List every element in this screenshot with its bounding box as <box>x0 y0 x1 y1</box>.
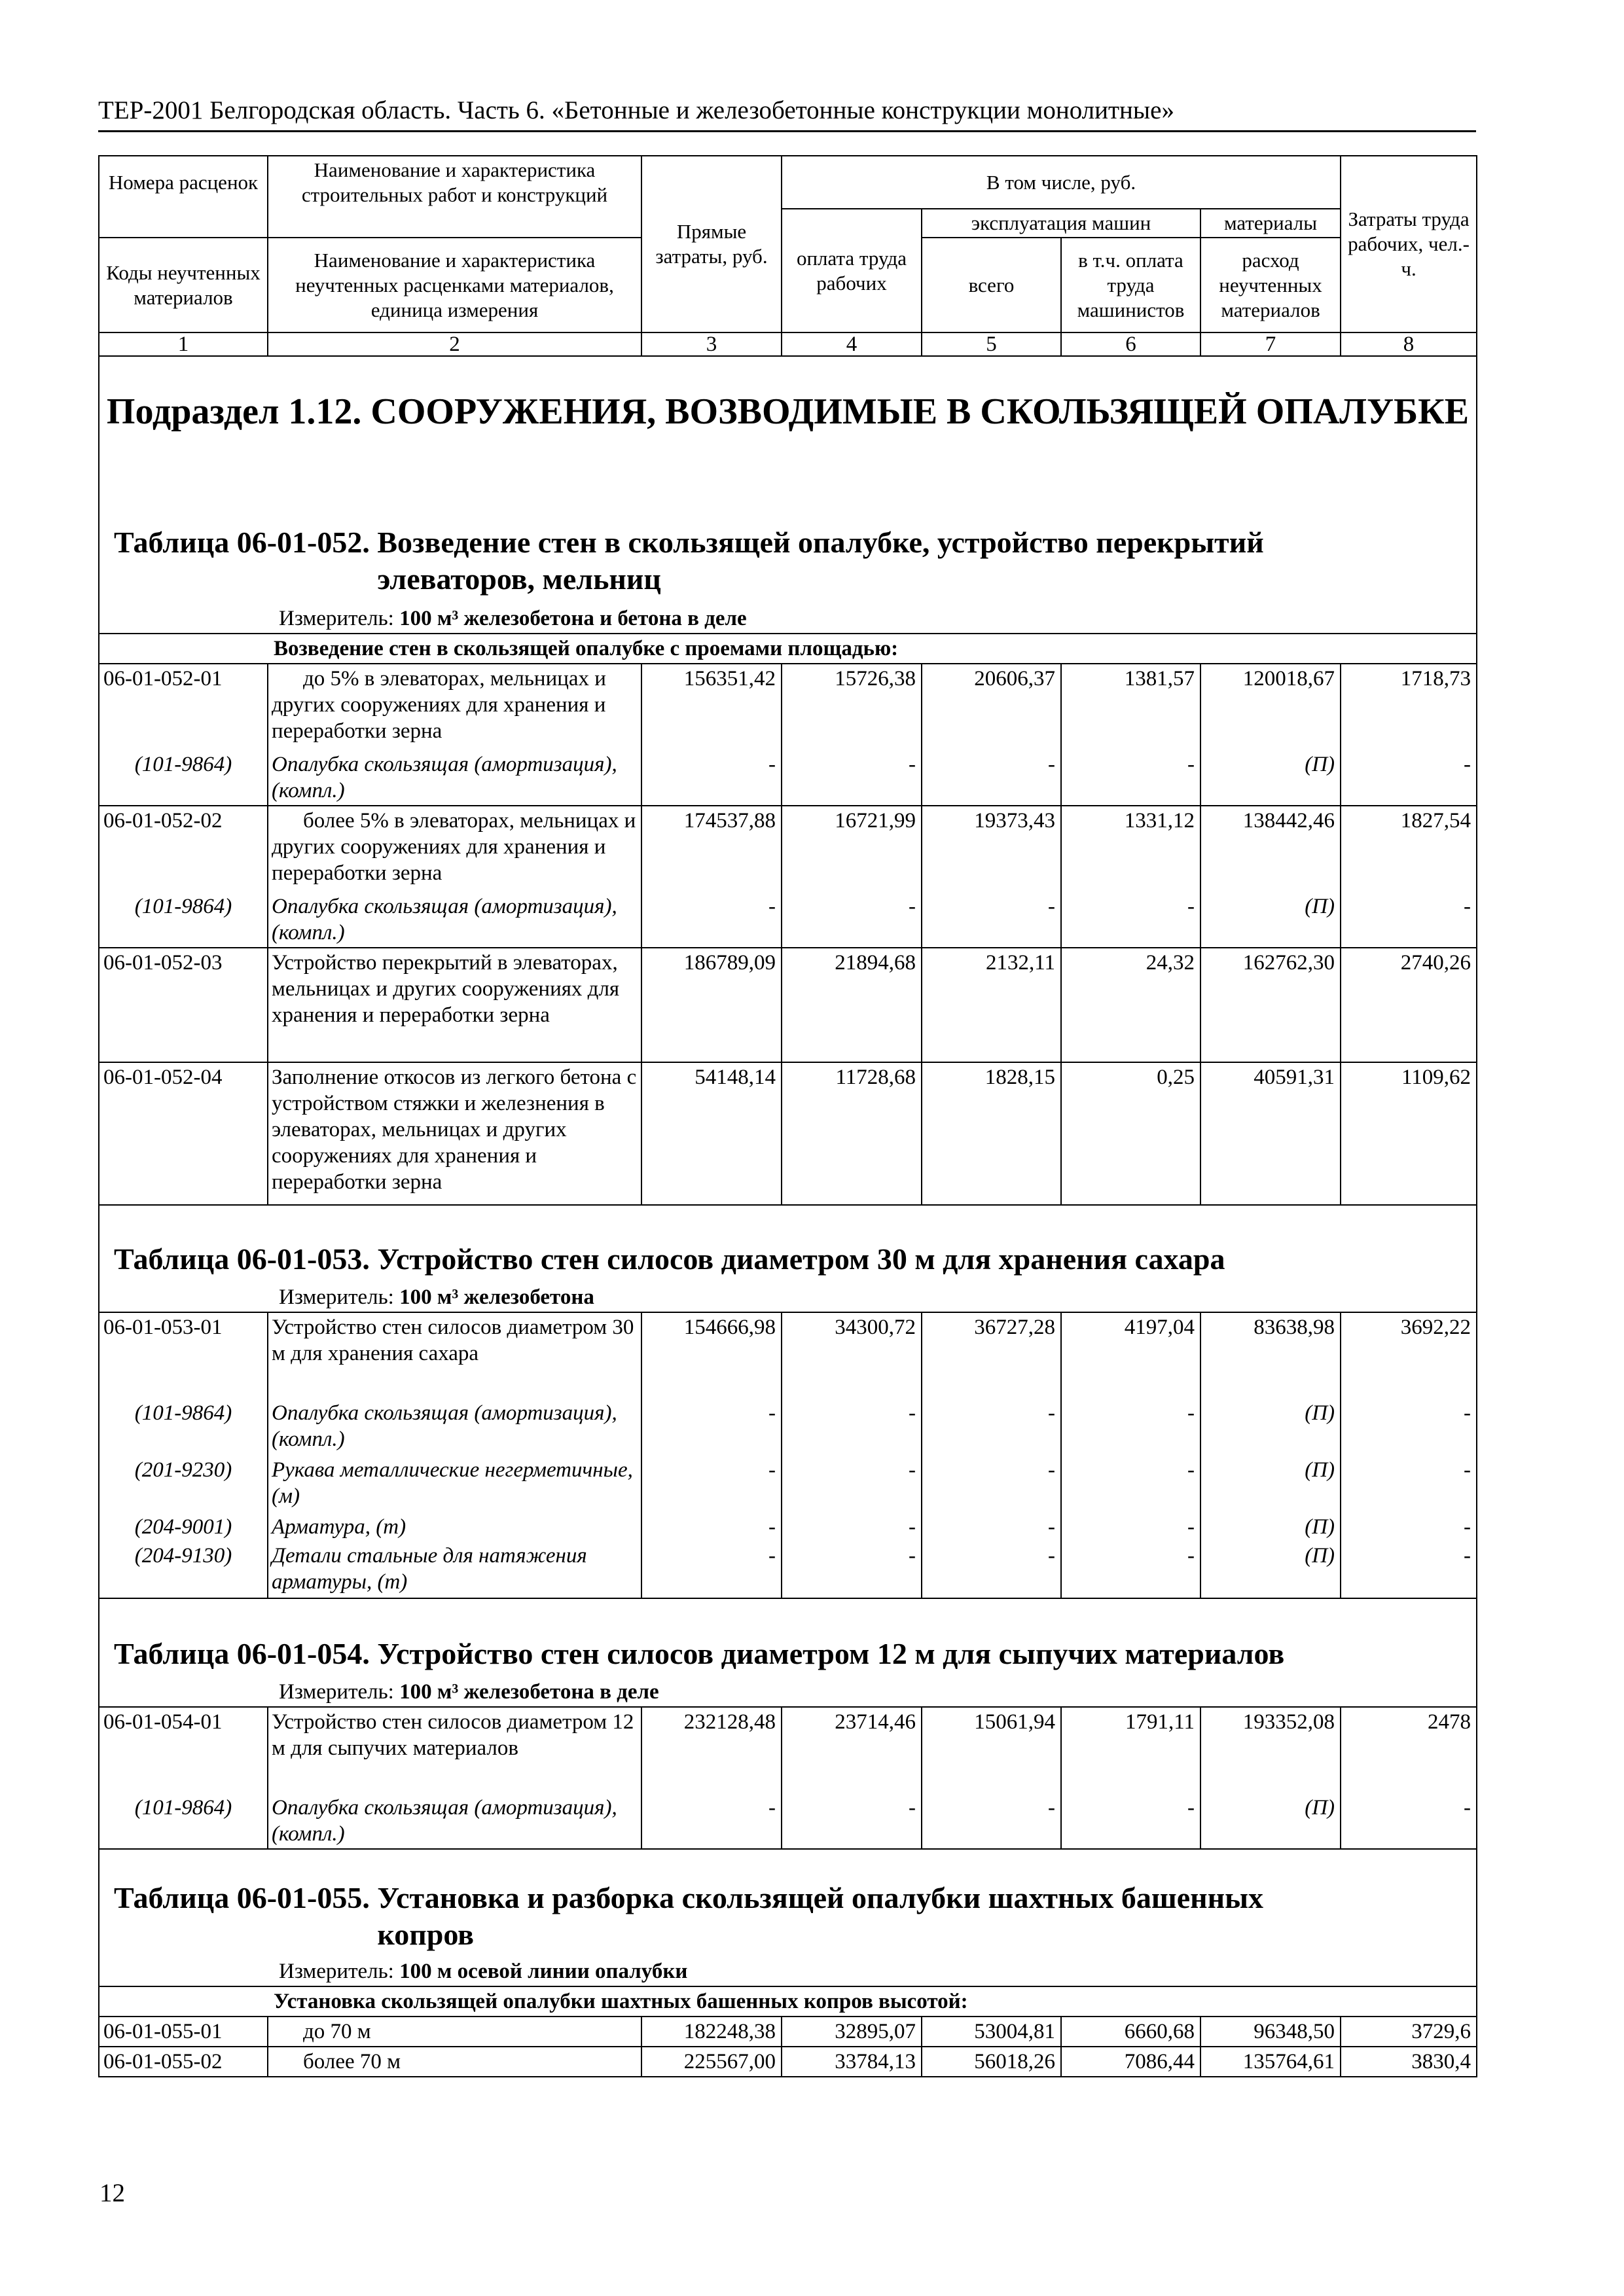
machines-total: - <box>922 1399 1061 1456</box>
material-name: Опалубка скользящая (амортизация), (компл.) <box>268 750 641 806</box>
table-label: Таблица 06-01-052. <box>114 526 370 559</box>
rate-name: до 5% в элеваторах, мельницах и других сооружениях для хранения и переработки зерна <box>268 664 641 750</box>
rate-code: 06-01-055-02 <box>99 2047 268 2077</box>
labor-hours: - <box>1341 1399 1477 1456</box>
direct-cost: - <box>641 1399 782 1456</box>
machines-total: 53004,81 <box>922 2017 1061 2047</box>
labor-hours: - <box>1341 1793 1477 1849</box>
material-name: Детали стальные для натяжения арматуры, (т) <box>268 1541 641 1598</box>
labor-hours: 1109,62 <box>1341 1062 1477 1205</box>
labor-pay: - <box>782 1541 922 1598</box>
rate-name: Заполнение откосов из легкого бетона с устройством стяжки и железнения в элеваторах, мельницах и других сооружениях для хранения и переработки зерна <box>268 1062 641 1205</box>
machinists-pay: - <box>1061 1456 1200 1513</box>
direct-cost: 182248,38 <box>641 2017 782 2047</box>
machines-total: - <box>922 1513 1061 1541</box>
table-name: Устройство стен силосов диаметром 30 м для хранения сахара <box>377 1242 1225 1276</box>
table-name: Возведение стен в скользящей опалубке, устройство перекрытий элеваторов, мельниц <box>377 526 1264 596</box>
machinists-pay: 7086,44 <box>1061 2047 1200 2077</box>
table-label: Таблица 06-01-053. <box>114 1242 370 1276</box>
table-measure: Измеритель: 100 м³ железобетона и бетона в деле <box>99 604 1477 634</box>
materials-cost: (П) <box>1200 1541 1341 1598</box>
section-title: Подраздел 1.12. СООРУЖЕНИЯ, ВОЗВОДИМЫЕ В СКОЛЬЗЯЩЕЙ ОПАЛУБКЕ <box>99 356 1477 523</box>
machinists-pay: - <box>1061 1513 1200 1541</box>
materials-cost: 138442,46 <box>1200 806 1341 892</box>
table-measure: Измеритель: 100 м осевой линии опалубки <box>99 1957 1477 1986</box>
labor-hours: - <box>1341 750 1477 806</box>
labor-hours: - <box>1341 1541 1477 1598</box>
materials-header: материалы <box>1200 209 1341 238</box>
col4-header: оплата труда рабочих <box>782 209 922 332</box>
machines-total: - <box>922 1456 1061 1513</box>
material-name: Опалубка скользящая (амортизация), (компл.) <box>268 892 641 948</box>
table-measure: Измеритель: 100 м³ железобетона <box>99 1283 1477 1312</box>
col3-header: Прямые затраты, руб. <box>641 156 782 332</box>
header-rule <box>98 130 1476 132</box>
material-name: Опалубка скользящая (амортизация), (компл.) <box>268 1793 641 1849</box>
col1-header-top: Номера расценок <box>99 156 268 209</box>
rates-table <box>98 155 1477 2077</box>
machinists-pay: - <box>1061 1541 1200 1598</box>
labor-pay: - <box>782 1399 922 1456</box>
labor-hours: 2478 <box>1341 1707 1477 1793</box>
materials-cost: 135764,61 <box>1200 2047 1341 2077</box>
machines-total: 20606,37 <box>922 664 1061 750</box>
direct-cost: 225567,00 <box>641 2047 782 2077</box>
direct-cost: 156351,42 <box>641 664 782 750</box>
rate-code: 06-01-052-02 <box>99 806 268 892</box>
table-subheader: Возведение стен в скользящей опалубке с проемами площадью: <box>268 634 1477 664</box>
material-code: (101-9864) <box>99 1399 268 1456</box>
direct-cost: - <box>641 892 782 948</box>
direct-cost: 154666,98 <box>641 1312 782 1399</box>
rate-code: 06-01-055-01 <box>99 2017 268 2047</box>
machinists-pay: 6660,68 <box>1061 2017 1200 2047</box>
machinists-pay: 4197,04 <box>1061 1312 1200 1399</box>
machinists-pay: - <box>1061 892 1200 948</box>
materials-cost: 120018,67 <box>1200 664 1341 750</box>
material-name: Рукава металлические негерметичные, (м) <box>268 1456 641 1513</box>
rate-name: более 5% в элеваторах, мельницах и других сооружениях для хранения и переработки зерна <box>268 806 641 892</box>
labor-pay: 16721,99 <box>782 806 922 892</box>
labor-hours: 3692,22 <box>1341 1312 1477 1399</box>
materials-cost: (П) <box>1200 750 1341 806</box>
machines-total: 2132,11 <box>922 948 1061 1062</box>
direct-cost: 186789,09 <box>641 948 782 1062</box>
direct-cost: - <box>641 750 782 806</box>
machines-total: 56018,26 <box>922 2047 1061 2077</box>
machinists-pay: 24,32 <box>1061 948 1200 1062</box>
machinists-pay: - <box>1061 1399 1200 1456</box>
col8-header: Затраты труда рабочих, чел.-ч. <box>1341 156 1477 332</box>
labor-pay: 21894,68 <box>782 948 922 1062</box>
labor-hours: 2740,26 <box>1341 948 1477 1062</box>
labor-pay: - <box>782 892 922 948</box>
machinists-pay: 1381,57 <box>1061 664 1200 750</box>
material-code: (201-9230) <box>99 1456 268 1513</box>
labor-hours: 1718,73 <box>1341 664 1477 750</box>
direct-cost: 54148,14 <box>641 1062 782 1205</box>
labor-pay: - <box>782 1456 922 1513</box>
machinists-pay: - <box>1061 1793 1200 1849</box>
col1-header-bottom: Коды неучтенных материалов <box>99 238 268 332</box>
direct-cost: - <box>641 1513 782 1541</box>
machines-total: 15061,94 <box>922 1707 1061 1793</box>
materials-cost: 40591,31 <box>1200 1062 1341 1205</box>
labor-pay: 34300,72 <box>782 1312 922 1399</box>
labor-hours: - <box>1341 1513 1477 1541</box>
labor-hours: 1827,54 <box>1341 806 1477 892</box>
material-code: (204-9130) <box>99 1541 268 1598</box>
machines-total: - <box>922 1793 1061 1849</box>
material-code: (204-9001) <box>99 1513 268 1541</box>
page-header-title: ТЕР-2001 Белгородская область. Часть 6. «Бетонные и железобетонные конструкции монолитные» <box>98 96 1174 124</box>
table-title <box>99 523 1477 604</box>
col6-header: в т.ч. оплата труда машинистов <box>1061 238 1200 332</box>
col5-header: всего <box>922 238 1061 332</box>
table-subheader: Установка скользящей опалубки шахтных башенных копров высотой: <box>268 1986 1477 2017</box>
machines-total: 1828,15 <box>922 1062 1061 1205</box>
materials-cost: 96348,50 <box>1200 2017 1341 2047</box>
table-measure: Измеритель: 100 м³ железобетона в деле <box>99 1677 1477 1707</box>
column-number: 8 <box>1341 332 1477 356</box>
machines-total: 19373,43 <box>922 806 1061 892</box>
column-number: 3 <box>641 332 782 356</box>
labor-pay: - <box>782 1793 922 1849</box>
materials-cost: (П) <box>1200 1399 1341 1456</box>
materials-cost: (П) <box>1200 1456 1341 1513</box>
machines-header: эксплуатация машин <box>922 209 1200 238</box>
rate-code: 06-01-053-01 <box>99 1312 268 1399</box>
labor-pay: 33784,13 <box>782 2047 922 2077</box>
table-label: Таблица 06-01-055. <box>114 1881 370 1914</box>
machinists-pay: 1791,11 <box>1061 1707 1200 1793</box>
labor-hours: - <box>1341 1456 1477 1513</box>
table-name: Устройство стен силосов диаметром 12 м для сыпучих материалов <box>377 1637 1285 1670</box>
material-code: (101-9864) <box>99 750 268 806</box>
materials-cost: (П) <box>1200 1513 1341 1541</box>
labor-hours: 3830,4 <box>1341 2047 1477 2077</box>
labor-pay: - <box>782 750 922 806</box>
materials-cost: 83638,98 <box>1200 1312 1341 1399</box>
page-number: 12 <box>99 2179 125 2207</box>
rate-name: Устройство стен силосов диаметром 12 м для сыпучих материалов <box>268 1707 641 1793</box>
table-name: Установка и разборка скользящей опалубки шахтных башенных копров <box>377 1881 1264 1951</box>
direct-cost: 174537,88 <box>641 806 782 892</box>
column-number: 7 <box>1200 332 1341 356</box>
direct-cost: - <box>641 1541 782 1598</box>
group-header: В том числе, руб. <box>782 156 1341 209</box>
column-number: 1 <box>99 332 268 356</box>
col2-header-bottom: Наименование и характеристика неучтенных расценками материалов, единица измерения <box>268 238 641 332</box>
material-name: Опалубка скользящая (амортизация), (компл.) <box>268 1399 641 1456</box>
labor-pay: 23714,46 <box>782 1707 922 1793</box>
rate-code: 06-01-054-01 <box>99 1707 268 1793</box>
material-name: Арматура, (т) <box>268 1513 641 1541</box>
direct-cost: - <box>641 1456 782 1513</box>
column-number: 5 <box>922 332 1061 356</box>
column-number: 6 <box>1061 332 1200 356</box>
labor-pay: 32895,07 <box>782 2017 922 2047</box>
machinists-pay: 1331,12 <box>1061 806 1200 892</box>
direct-cost: 232128,48 <box>641 1707 782 1793</box>
table-title <box>99 1849 1477 1957</box>
column-number: 4 <box>782 332 922 356</box>
material-code: (101-9864) <box>99 892 268 948</box>
column-number: 2 <box>268 332 641 356</box>
materials-cost: 193352,08 <box>1200 1707 1341 1793</box>
rate-name: до 70 м <box>268 2017 641 2047</box>
materials-cost: (П) <box>1200 892 1341 948</box>
rate-code: 06-01-052-03 <box>99 948 268 1062</box>
labor-pay: 11728,68 <box>782 1062 922 1205</box>
materials-cost: (П) <box>1200 1793 1341 1849</box>
machines-total: - <box>922 892 1061 948</box>
machinists-pay: 0,25 <box>1061 1062 1200 1205</box>
col2-header-top: Наименование и характеристика строительных работ и конструкций <box>268 156 641 209</box>
machinists-pay: - <box>1061 750 1200 806</box>
table-title <box>99 1205 1477 1283</box>
labor-pay: 15726,38 <box>782 664 922 750</box>
machines-total: 36727,28 <box>922 1312 1061 1399</box>
table-title <box>99 1598 1477 1677</box>
labor-pay: - <box>782 1513 922 1541</box>
machines-total: - <box>922 1541 1061 1598</box>
rate-code: 06-01-052-04 <box>99 1062 268 1205</box>
labor-hours: - <box>1341 892 1477 948</box>
col7-header: расход неучтенных материалов <box>1200 238 1341 332</box>
machines-total: - <box>922 750 1061 806</box>
table-label: Таблица 06-01-054. <box>114 1637 370 1670</box>
materials-cost: 162762,30 <box>1200 948 1341 1062</box>
direct-cost: - <box>641 1793 782 1849</box>
rate-name: более 70 м <box>268 2047 641 2077</box>
rate-code: 06-01-052-01 <box>99 664 268 750</box>
rate-name: Устройство перекрытий в элеваторах, мельницах и других сооружениях для хранения и переработки зерна <box>268 948 641 1062</box>
labor-hours: 3729,6 <box>1341 2017 1477 2047</box>
rate-name: Устройство стен силосов диаметром 30 м для хранения сахара <box>268 1312 641 1399</box>
material-code: (101-9864) <box>99 1793 268 1849</box>
